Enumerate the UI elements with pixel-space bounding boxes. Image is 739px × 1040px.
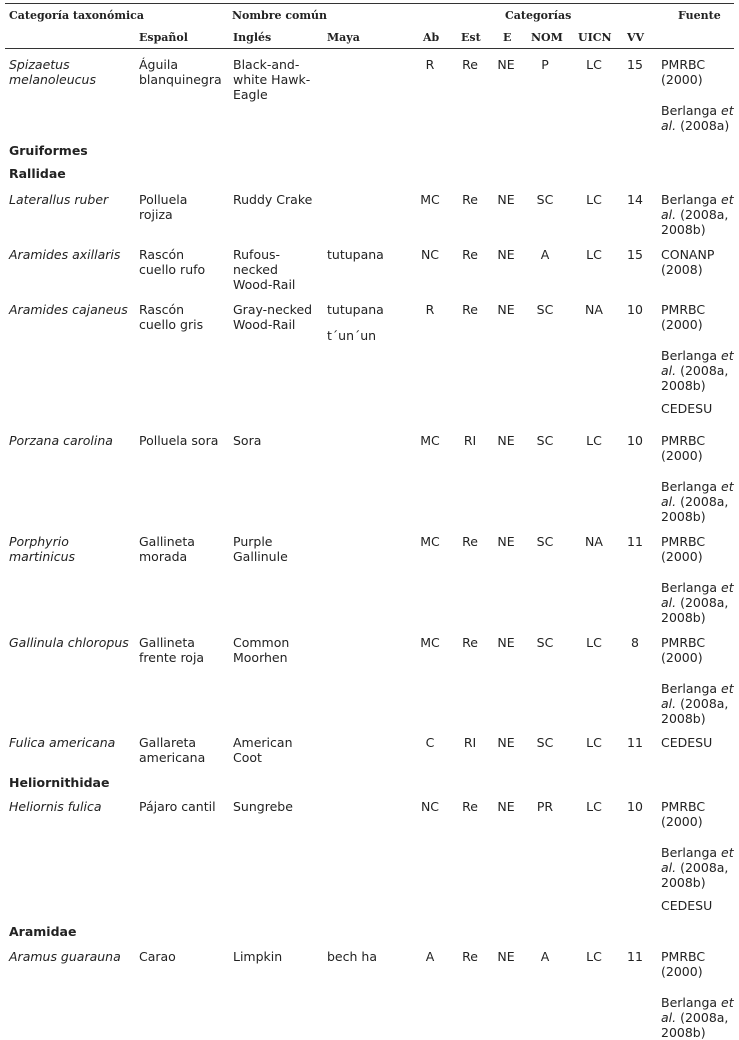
cell-nom: SC [536,192,554,207]
cell-est: Re [462,192,478,207]
cell-es: Gallareta americana [139,735,206,765]
cell-ab: NC [420,247,440,262]
cell-ab: MC [420,534,440,549]
cell-nom: A [540,949,550,964]
cell-ab: C [425,735,435,750]
cell-vv: 15 [627,57,643,72]
cell-vv: 15 [627,247,643,262]
header-e: E [503,31,512,44]
cell-nom: SC [536,735,554,750]
cell-ab: MC [420,192,440,207]
cell-source: Berlanga et al. (2008a, 2008b) [661,995,734,1040]
cell-es: Polluela rojiza [139,192,188,222]
cell-e: NE [497,799,515,814]
cell-source: CEDESU [661,401,713,416]
cell-species: Aramides cajaneus [9,302,128,317]
header-maya: Maya [327,31,360,44]
cell-est: Re [462,247,478,262]
cell-est: Re [462,534,478,549]
header-vv: VV [627,31,645,44]
cell-ab: MC [420,433,440,448]
cell-source: PMRBC (2000) [661,949,706,979]
cell-nom: SC [536,433,554,448]
cell-est: Re [462,57,478,72]
cell-source: CEDESU [661,735,713,750]
cell-uicn: LC [586,635,602,650]
cell-vv: 10 [627,302,643,317]
cell-species: Fulica americana [9,735,116,750]
cell-es: Rascón cuello gris [139,302,204,332]
cell-ab: MC [420,635,440,650]
header-categorias: Categorías [505,9,572,22]
cell-e: NE [497,433,515,448]
cell-source: Berlanga et al. (2008a, 2008b) [661,681,734,726]
group-rallidae: Rallidae [9,166,66,181]
cell-en: Sora [233,433,262,448]
cell-es: Pájaro cantil [139,799,216,814]
cell-source: CEDESU [661,898,713,913]
cell-source: PMRBC (2000) [661,799,706,829]
cell-species: Heliornis fulica [9,799,102,814]
cell-source: PMRBC (2000) [661,57,706,87]
cell-es: Polluela sora [139,433,219,448]
cell-vv: 8 [631,635,639,650]
cell-uicn: LC [586,57,602,72]
cell-uicn: LC [586,192,602,207]
cell-en: Sungrebe [233,799,293,814]
cell-est: RI [463,433,477,448]
cell-ab: R [425,57,435,72]
group-heliornithidae: Heliornithidae [9,775,110,790]
cell-e: NE [497,247,515,262]
header-categoria-taxonomica: Categoría taxonómica [9,9,145,22]
cell-species: Gallinula chloropus [9,635,129,650]
cell-species: Laterallus ruber [9,192,109,207]
cell-source: PMRBC (2000) [661,534,706,564]
cell-es: Gallineta frente roja [139,635,205,665]
cell-en: American Coot [233,735,293,765]
cell-es: Rascón cuello rufo [139,247,206,277]
cell-species: Spizaetus melanoleucus [9,57,96,87]
cell-vv: 11 [627,949,643,964]
header-rule [5,48,734,49]
cell-es: Gallineta morada [139,534,195,564]
cell-e: NE [497,302,515,317]
cell-en: Gray-necked Wood-Rail [233,302,313,332]
cell-uicn: LC [586,433,602,448]
cell-uicn: LC [586,247,602,262]
header-nom: NOM [531,31,563,44]
cell-nom: SC [536,302,554,317]
cell-e: NE [497,192,515,207]
cell-species: Aramus guarauna [9,949,121,964]
cell-est: Re [462,635,478,650]
cell-source: PMRBC (2000) [661,433,706,463]
cell-source: Berlanga et al. (2008a, 2008b) [661,348,734,393]
cell-nom: P [541,57,549,72]
header-ingles: Inglés [233,31,272,44]
cell-vv: 14 [627,192,643,207]
cell-nom: SC [536,534,554,549]
cell-source: Berlanga et al. (2008a) [661,103,734,133]
cell-vv: 11 [627,735,643,750]
cell-en: Rufous-necked Wood-Rail [233,247,296,292]
header-fuente: Fuente [678,9,721,22]
header-nombre-comun: Nombre común [232,9,328,22]
cell-vv: 10 [627,433,643,448]
cell-source: Berlanga et al. (2008a, 2008b) [661,479,734,524]
header-est: Est [461,31,481,44]
cell-vv: 10 [627,799,643,814]
cell-e: NE [497,735,515,750]
header-uicn: UICN [578,31,612,44]
cell-es: Carao [139,949,176,964]
cell-e: NE [497,949,515,964]
cell-est: RI [463,735,477,750]
cell-species: Porphyrio martinicus [9,534,76,564]
group-aramidae: Aramidae [9,924,77,939]
cell-uicn: LC [586,799,602,814]
top-rule [5,3,734,4]
cell-source: Berlanga et al. (2008a, 2008b) [661,845,734,890]
cell-maya: bech ha [327,949,377,964]
cell-en: Purple Gallinule [233,534,288,564]
cell-source: Berlanga et al. (2008a, 2008b) [661,580,734,625]
cell-ab: A [425,949,435,964]
cell-source: CONANP (2008) [661,247,715,277]
cell-species: Aramides axillaris [9,247,121,262]
cell-en: Black-and-white Hawk-Eagle [233,57,311,102]
cell-est: Re [462,949,478,964]
cell-maya: tutupana [327,247,384,262]
header-espanol: Español [139,31,188,44]
cell-en: Ruddy Crake [233,192,313,207]
cell-maya: tutupana [327,302,384,317]
group-gruiformes: Gruiformes [9,143,88,158]
cell-source: PMRBC (2000) [661,635,706,665]
cell-source: PMRBC (2000) [661,302,706,332]
cell-est: Re [462,799,478,814]
cell-e: NE [497,534,515,549]
cell-nom: PR [536,799,554,814]
cell-est: Re [462,302,478,317]
cell-nom: SC [536,635,554,650]
cell-source: Berlanga et al. (2008a, 2008b) [661,192,734,237]
header-ab: Ab [423,31,440,44]
cell-uicn: LC [586,735,602,750]
cell-ab: R [425,302,435,317]
cell-ab: NC [420,799,440,814]
cell-vv: 11 [627,534,643,549]
cell-uicn: NA [585,534,603,549]
cell-e: NE [497,57,515,72]
cell-species: Porzana carolina [9,433,113,448]
cell-nom: A [540,247,550,262]
cell-e: NE [497,635,515,650]
cell-maya-alt: t´un´un [327,328,377,343]
cell-uicn: LC [586,949,602,964]
cell-uicn: NA [585,302,603,317]
cell-en: Common Moorhen [233,635,290,665]
cell-en: Limpkin [233,949,283,964]
cell-es: Águila blanquinegra [139,57,222,87]
